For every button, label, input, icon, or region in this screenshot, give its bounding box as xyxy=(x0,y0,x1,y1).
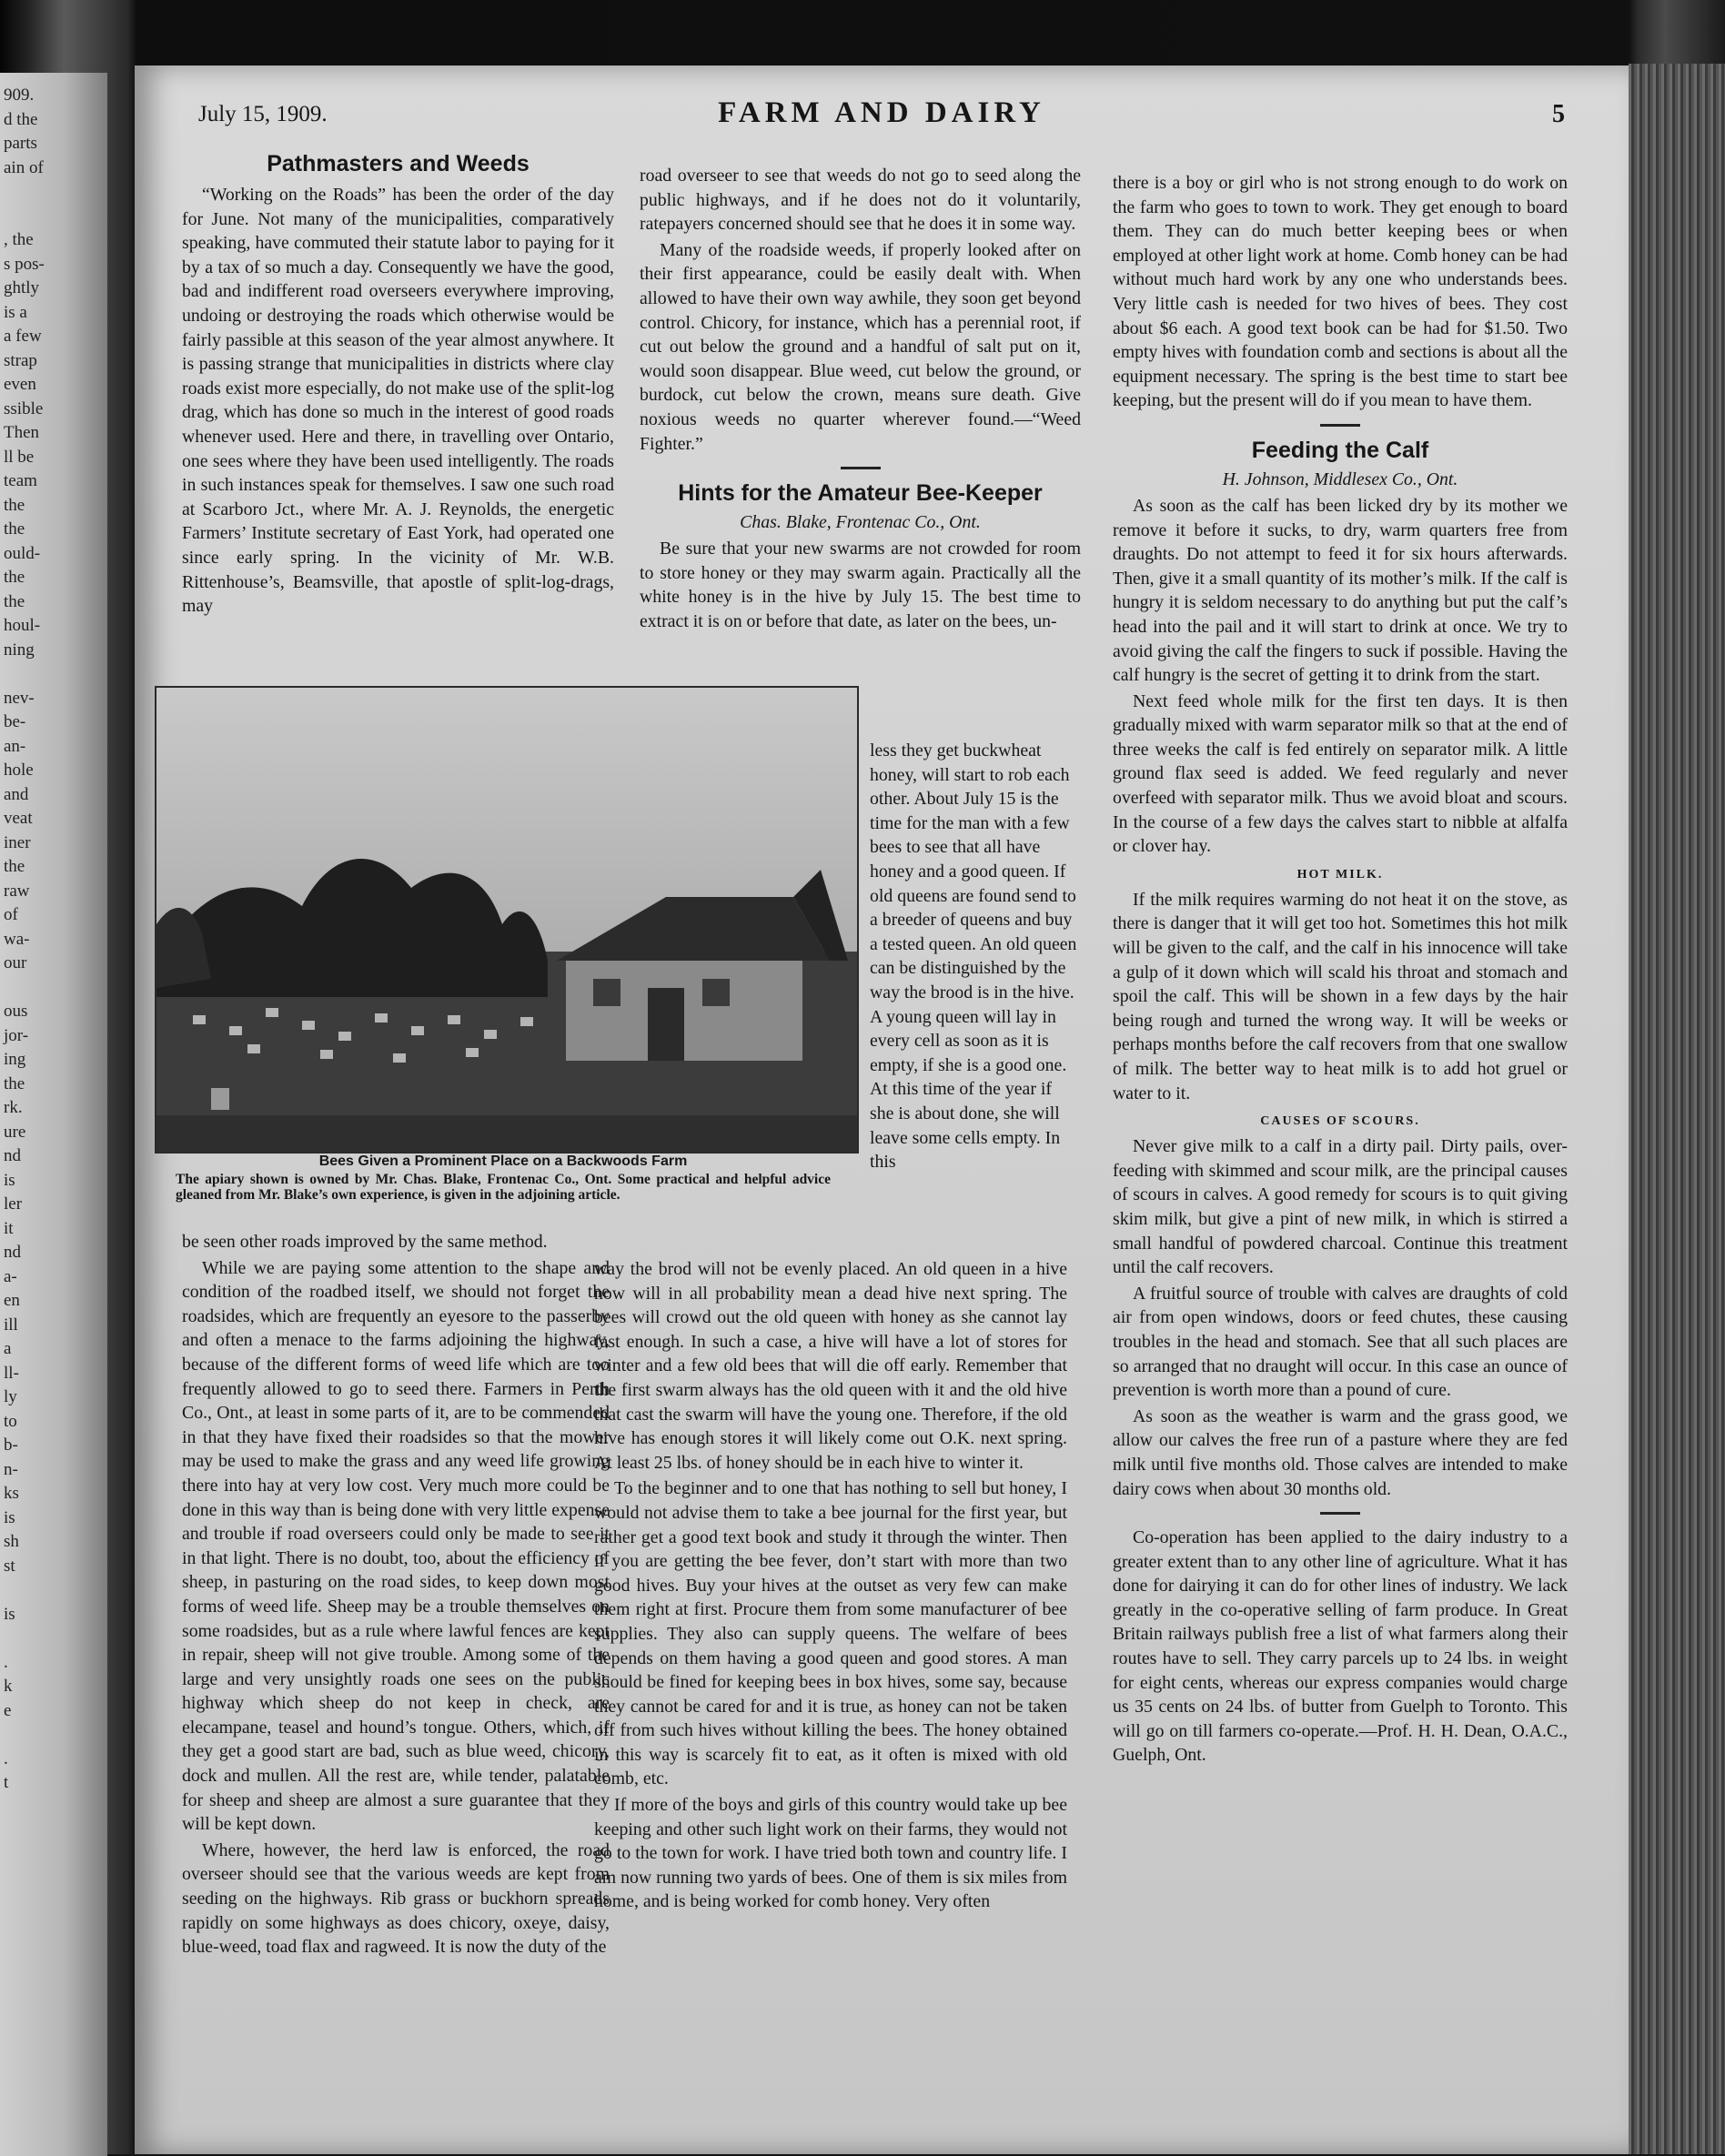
article-paragraph: If more of the boys and girls of this country would take up bee keeping and other such light work on their farms, they would not go to the town for work. I have tried both town and country life. I am now running two yards of bees. One of them is six miles from home, and is being worked for comb honey. Very often xyxy=(594,1795,1067,1912)
article-byline: H. Johnson, Middlesex Co., Ont. xyxy=(1222,468,1458,489)
previous-page-fragment: ll- xyxy=(4,1363,19,1383)
subheading: HOT MILK. xyxy=(1296,867,1384,882)
bee-article-bottom xyxy=(594,1257,1067,1916)
previous-page-fragment: hole xyxy=(4,761,34,780)
previous-page-fragment: ill xyxy=(4,1315,18,1335)
previous-page-fragment: be- xyxy=(4,712,26,731)
previous-page-fragment: wa- xyxy=(4,929,30,949)
previous-page-fragment: is xyxy=(4,1507,15,1527)
previous-page-fragment: ain of xyxy=(4,157,44,177)
previous-page-fragment: the xyxy=(4,1073,25,1093)
previous-page-fragment: ure xyxy=(4,1122,26,1142)
previous-page-fragment: ll be xyxy=(4,447,35,467)
previous-page-fragment: the xyxy=(4,857,25,876)
previous-page-fragment: d the xyxy=(4,109,38,129)
previous-page-fragment: even xyxy=(4,375,36,394)
article-paragraph: A fruitful source of trouble with calves are draughts of cold air from open windows, doors or feed chutes, these causing troubles in the head and stomach. See that all such places are so arranged that no draught will occur. In this case an ounce of prevention is worth more than a pound of cure. xyxy=(1113,1283,1568,1401)
article-title: Pathmasters and Weeds xyxy=(267,151,530,176)
article-paragraph: As soon as the calf has been licked dry by its mother we remove it before it sucks, to dry, warm quarters free from draughts. Do not attempt to feed it for six hours afterwards. Then, give it a small quantity of its mother’s milk. If the calf is hungry it is seldom necessary to do anything but put the calf’s head into the pail and it will start to drink at once. We try to avoid giving the calf the fingers to suck if possible. Having the calf hungry is the secret of getting it to drink from the start. xyxy=(1113,495,1568,686)
apiary-photo-image xyxy=(156,688,857,1152)
article-paragraph: Next feed whole milk for the first ten days. It is then gradually mixed with warm separator milk so that at the end of three weeks the calf is fed entirely on separator milk. A little ground flax seed is added. We feed regularly and never overfeed with separator milk. Thus we avoid bloat and scours. In the course of a few days the calves start to nibble at alfalfa or clover hay. xyxy=(1113,690,1568,857)
previous-page-fragment: to xyxy=(4,1411,17,1431)
previous-page-fragment: team xyxy=(4,471,37,490)
previous-page-fragment: the xyxy=(4,495,25,515)
article-paragraph: less they get buckwheat honey, will start to rob each other. About July 15 is the time for the man with a few bees to see that all have honey and a good queen. If old queens are found send to a breeder of queens and buy a tested queen. An old queen can be distinguished by the way the brood is in the hive. A young queen will lay in every cell as soon as it is empty, if she is a good one. At this time of the year if she is about done, she will leave some cells empty. In this xyxy=(870,740,1077,1173)
previous-page-fragment: ler xyxy=(4,1194,23,1214)
photo-caption xyxy=(176,1154,831,1203)
article-paragraph: be seen other roads improved by the same method. xyxy=(182,1232,548,1252)
caption-text: The apiary shown is owned by Mr. Chas. Blake, Frontenac Co., Ont. Some practical and helpful advice gleaned from Mr. Blake’s own experience, is given in the adjoining article. xyxy=(176,1172,831,1203)
previous-page-fragment: ssible xyxy=(4,398,44,418)
previous-page-fragment: the xyxy=(4,591,25,611)
article-paragraph: To the beginner and to one that has nothing to sell but honey, I would not advise them to take a bee journal for the first year, but rather get a good text book and study it through the winter. Then if you are getting the bee fever, don’t start with more than two good hives. Buy your hives at the outset as very few can make them right at first. Procure them from some manufacturer of bee supplies. They also can supply queens. The welfare of bees depends on them having a good queen and good stores. A man should be fined for keeping bees in box hives, some say, because they cannot be cared for and it is true, as honey can not be taken off from such hives without killing the bees. The honey obtained in this way is scarcely fit to eat, as it often is mixed with old comb, etc. xyxy=(594,1478,1067,1789)
previous-page-fragment: s pos- xyxy=(4,254,45,274)
previous-page-fragment: is xyxy=(4,1170,15,1190)
column-3 xyxy=(1113,171,1568,1769)
article-paragraph: If the milk requires warming do not heat it on the stove, as there is danger that it will get too hot. Sometimes this hot milk will be given to the calf, and the calf in his innocence will take a gulp of it down which will scald his throat and stomach and spoil the calf. This will be shown in a few days by the hair being rough and turned the wrong way. It will be weeks or perhaps months before the calf recovers from that one swallow of milk. The better way to heat milk is to add hot gruel or water to it. xyxy=(1113,889,1568,1103)
previous-page-fragment: ks xyxy=(4,1484,19,1503)
masthead-title: FARM AND DAIRY xyxy=(718,96,1045,129)
previous-page-fragment: en xyxy=(4,1291,20,1310)
article-paragraph: Be sure that your new swarms are not crowded for room to store honey or they may swarm again. Practically all the white honey is in the hive by July 15. The best time to extract it is on or before that date, as later on the bees, un- xyxy=(640,539,1081,631)
article-paragraph: there is a boy or girl who is not strong enough to do work on the farm who goes to town to work. They get enough to board them. They can do much better keeping bees or when employed at other light work at home. Comb honey can be had without much hard work by any one who understands bees. Very little cash is needed for two hives of bees. They cost about $6 each. A good text book can be had for $1.50. Two empty hives with foundation comb and sections is about all the equipment necessary. The spring is the best time to start bee keeping, but the present will do if you mean to have them. xyxy=(1113,173,1568,411)
article-byline: Chas. Blake, Frontenac Co., Ont. xyxy=(740,512,981,533)
previous-page-fragment: a- xyxy=(4,1266,17,1286)
previous-page-fragment: of xyxy=(4,905,18,924)
previous-page-fragment: our xyxy=(4,953,27,972)
previous-page-fragment: and xyxy=(4,784,29,804)
article-paragraph: While we are paying some attention to the shape and condition of the roadbed itself, we should not forget the roadsides, which are frequently an eyesore to the passerby and often a menace to the farms adjoining the highway, because of the different forms of weed life which are too frequently allowed to go to seed there. Farmers in Perth Co., Ont., at least in some parts of it, are to be commended in that they have fixed their roadsides so that the mower may be used to make the grass and any weed life growing there into hay at very low cost. Very much more could be done in this way than is being done with very little expense and trouble if road overseers could only be made to see it in that light. There is no doubt, too, about the efficiency of sheep, in pasturing on the road sides, to keep down most forms of weed life. Sheep may be a trouble themselves on some roadsides, but as a rule where lawful fences are kept in repair, sheep will not give trouble. Among some of the large and very unsightly roads one sees on the public highway which sheep do not keep in check, are elecampane, teasel and hound’s tongue. Others, which, if they get a good start are bad, such as blue weed, chicory, dock and mullen. All the rest are, while tender, palatable for sheep and sheep are almost a sure guarantee that they will be kept down. xyxy=(182,1257,610,1835)
previous-page-fragment: is xyxy=(4,1604,15,1624)
article-pathmasters-bottom xyxy=(182,1230,610,1961)
section-rule xyxy=(1320,424,1360,427)
previous-page-fragment: a few xyxy=(4,327,42,346)
previous-page-fragment: is a xyxy=(4,302,27,322)
bee-article-wrap xyxy=(870,739,1077,1176)
previous-page-edge xyxy=(0,73,107,2156)
previous-page-fragment: nd xyxy=(4,1146,21,1165)
previous-page-fragment: sh xyxy=(4,1532,19,1551)
previous-page-fragment: nd xyxy=(4,1243,21,1262)
previous-page-fragment: strap xyxy=(4,350,37,370)
page-header xyxy=(198,96,1565,136)
column-2-top xyxy=(640,164,1081,636)
previous-page-fragment: veat xyxy=(4,809,33,828)
book-page-stack xyxy=(1629,64,1725,2154)
article-paragraph: way the brod will not be evenly placed. An old queen in a hive now will in all probability mean a dead hive next spring. The bees will crowd out the old queen with honey as she cannot lay fast enough. In such a case, a hive will have a lot of stores for winter and a few old bees that will die off early. Remember that the first swarm always has the old queen with it and the old hive that cast the swarm will have the young one. Therefore, if the old hive has enough stores it will likely come out O.K. next spring. At least 25 lbs. of honey should be in each hive to winter it. xyxy=(594,1259,1067,1473)
previous-page-fragment: ghtly xyxy=(4,278,40,297)
previous-page-fragment: a xyxy=(4,1339,12,1358)
article-title: Feeding the Calf xyxy=(1251,437,1429,463)
previous-page-fragment: houl- xyxy=(4,616,41,635)
previous-page-fragment: st xyxy=(4,1556,15,1576)
previous-page-fragment: , the xyxy=(4,230,34,249)
previous-page-fragment: jor- xyxy=(4,1025,29,1045)
previous-page-fragment: b- xyxy=(4,1436,18,1455)
previous-page-fragment: ing xyxy=(4,1050,26,1069)
previous-page-fragment: ning xyxy=(4,640,35,660)
previous-page-fragment: the xyxy=(4,519,25,539)
article-paragraph: Where, however, the herd law is enforced, the road overseer should see that the various weeds are kept from seeding on the highways. Rib grass or buckhorn spreads rapidly on some highways as does chicory, oxeye, daisy, blue-weed, toad flax and ragweed. It is now the duty of the xyxy=(182,1839,610,1958)
previous-page-fragment: e xyxy=(4,1700,12,1720)
previous-page-fragment: the xyxy=(4,568,25,587)
article-paragraph: Many of the roadside weeds, if properly looked after on their first appearance, could be easily dealt with. When allowed to have their own way awhile, they soon get beyond control. Chicory, for instance, which has a perennial root, if cut out below the ground and a handful of salt put on it, would soon disappear. Blue weed, cut below the ground, or burdock, cut below the crown, means sure death. Give noxious weeds no quarter wherever found.—“Weed Fighter.” xyxy=(640,239,1081,454)
previous-page-fragment: 909. xyxy=(4,86,35,105)
previous-page-fragment: n- xyxy=(4,1459,18,1479)
previous-page-fragment: iner xyxy=(4,832,31,852)
subheading: CAUSES OF SCOURS. xyxy=(1260,1114,1420,1129)
previous-page-fragment: Then xyxy=(4,423,40,442)
previous-page-fragment: ould- xyxy=(4,543,41,563)
previous-page-fragment: parts xyxy=(4,134,37,153)
page-number: 5 xyxy=(1552,100,1565,128)
previous-page-fragment: . xyxy=(4,1748,8,1768)
previous-page-fragment: ous xyxy=(4,1002,28,1021)
previous-page-fragment: it xyxy=(4,1218,14,1238)
section-rule xyxy=(1320,1512,1360,1515)
article-paragraph: road overseer to see that weeds do not go to seed along the public highways, and if he does not do it voluntarily, ratepayers concerned should see that he does it in some way. xyxy=(640,166,1081,235)
previous-page-fragment: k xyxy=(4,1677,13,1696)
previous-page-fragment: an- xyxy=(4,736,26,756)
newspaper-page xyxy=(135,65,1629,2154)
article-title: Hints for the Amateur Bee-Keeper xyxy=(678,480,1043,507)
article-paragraph: Co-operation has been applied to the dairy industry to a greater extent than to any other line of agriculture. What it has done for dairying it can do for other lines of industry. We lack greatly in the co-operative selling of farm produce. In Great Britain railways publish free a list of what farmers along their routes have to sell. They carry parcels up to 24 lbs. in weight for eight cents, whereas our express companies would charge us 35 cents on 24 lbs. of butter from Guelph to Toronto. This will go on till farmers co-operate.—Prof. H. H. Dean, O.A.C., Guelph, Ont. xyxy=(1113,1527,1568,1766)
apiary-photo xyxy=(155,686,859,1154)
article-pathmasters-top xyxy=(182,147,614,620)
section-rule xyxy=(841,467,881,469)
article-paragraph: As soon as the weather is warm and the grass good, we allow our calves the free run of a pasture where they are fed milk until five months old. Those calves are intended to make dairy cows when about 30 months old. xyxy=(1113,1405,1568,1499)
previous-page-fragment: raw xyxy=(4,881,30,901)
previous-page-fragment: t xyxy=(4,1773,9,1792)
previous-page-fragment: nev- xyxy=(4,688,35,708)
issue-date: July 15, 1909. xyxy=(198,102,328,126)
previous-page-fragment: . xyxy=(4,1652,8,1672)
previous-page-fragment: ly xyxy=(4,1387,17,1406)
article-paragraph: “Working on the Roads” has been the order of the day for June. Not many of the municipalities, comparatively speaking, have commuted their statute labor to paying for it by a tax of so much a day. Consequently we have the good, bad and indifferent road overseers everywhere improving, undoing or destroying the roads which otherwise would be fairly passible at this season of the year almost anywhere. It is passing strange that municipalities in districts where clay roads exist more especially, do not make use of the split-log drag, which has done so much in the interest of good roads whenever used. Here and there, in travelling over Ontario, one sees where they have been used intelligently. The roads in such instances speak for themselves. I saw one such road at Scarboro Jct., where Mr. A. J. Reynolds, the energetic Farmers’ Institute secretary of East York, had operated one since early spring. In the vicinity of Mr. W.B. Rittenhouse’s, Beamsville, that apostle of split-log-drags, may xyxy=(182,185,614,617)
article-paragraph: Never give milk to a calf in a dirty pail. Dirty pails, over-feeding with skimmed and scour milk, are the principal causes of scours in calves. A good remedy for scours is to quit giving skim milk, but give a pint of new milk, in which is stirred a small handful of powdered charcoal. Continue this treatment until the calf recovers. xyxy=(1113,1136,1568,1278)
previous-page-fragment: rk. xyxy=(4,1098,23,1117)
caption-title: Bees Given a Prominent Place on a Backwoods Farm xyxy=(318,1154,688,1169)
